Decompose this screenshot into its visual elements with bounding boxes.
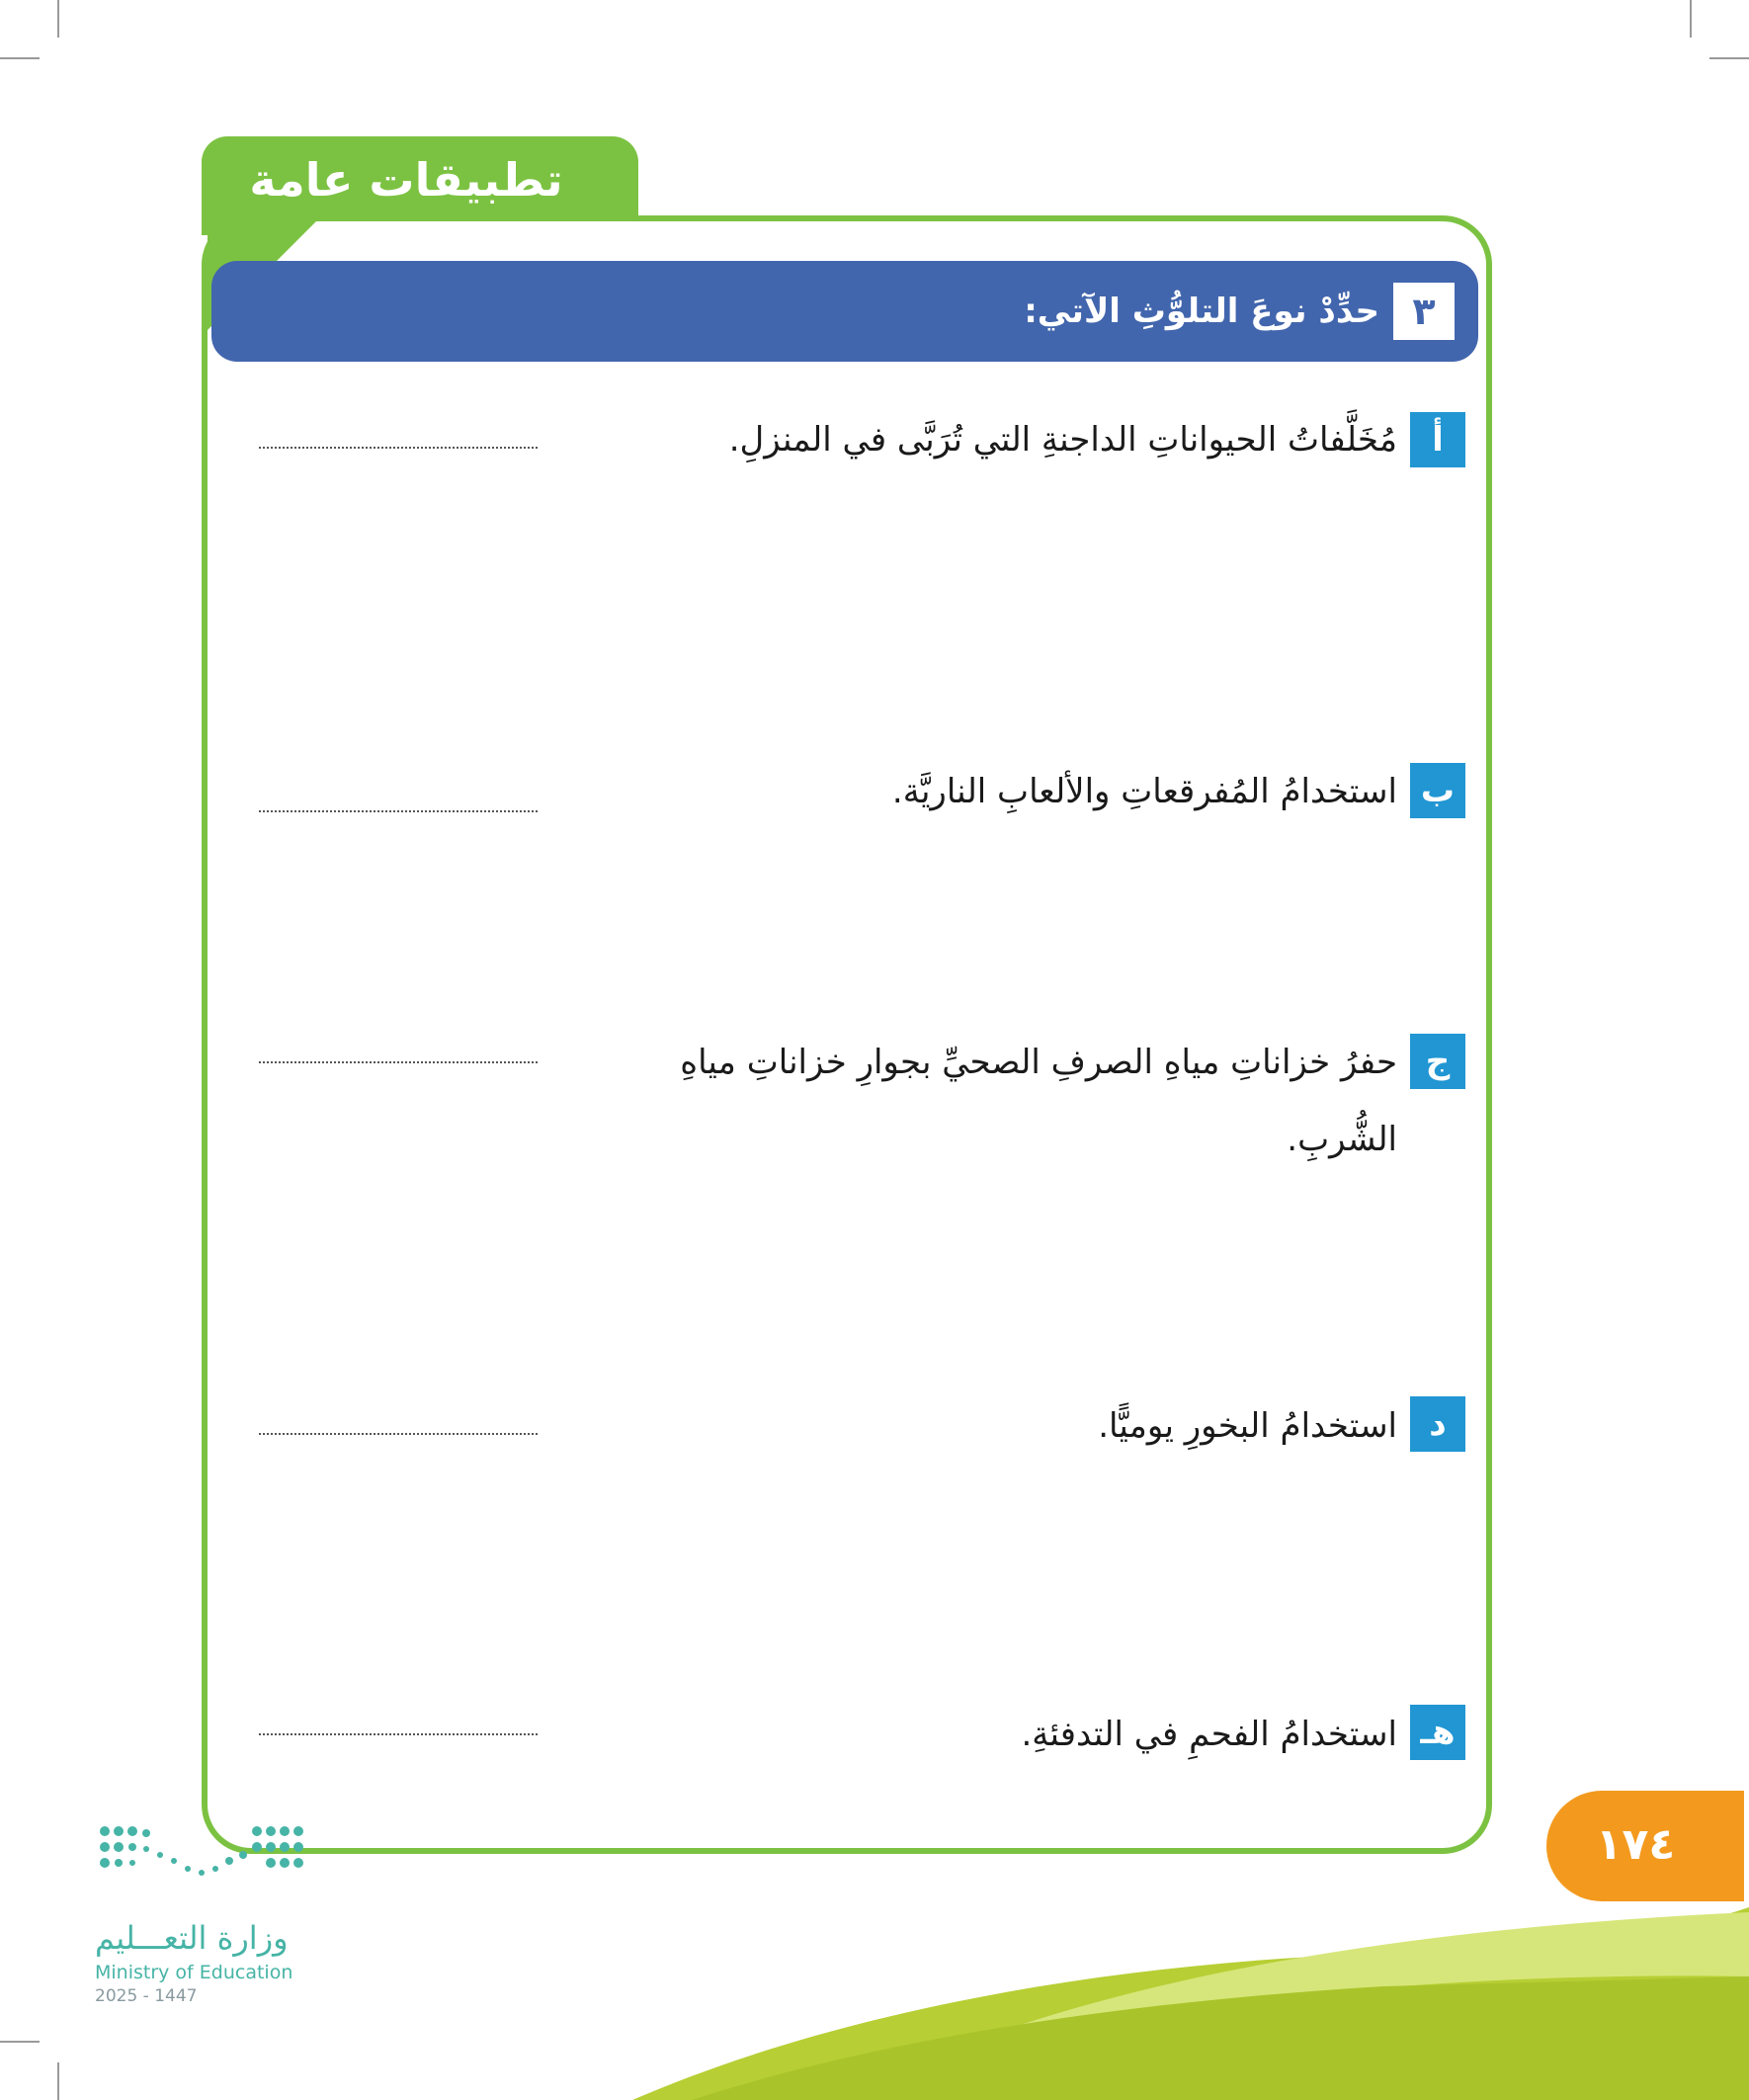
item-letter: د	[1410, 1396, 1465, 1452]
answer-line[interactable]	[259, 1061, 538, 1063]
page-number: ١٧٤	[1595, 1819, 1676, 1870]
section-title: تطبيقات عامة	[249, 153, 563, 207]
answer-line[interactable]	[259, 447, 538, 449]
ministry-name-english: Ministry of Education	[95, 1962, 293, 1983]
item-letter: ج	[1410, 1034, 1465, 1089]
ministry-name-arabic: وزارة التعـــليم	[95, 1919, 289, 1957]
item-text: استخدامُ الفحمِ في التدفئةِ.	[1021, 1715, 1397, 1754]
item-letter: أ	[1410, 412, 1465, 467]
item-text: استخدامُ المُفرقعاتِ والألعابِ الناريَّة.	[891, 772, 1397, 811]
item-letter: ب	[1410, 763, 1465, 818]
ministry-year: 2025 - 1447	[95, 1986, 198, 2006]
answer-line[interactable]	[259, 810, 538, 812]
question-number: ٣	[1393, 283, 1455, 340]
ministry-logo-icon	[95, 1821, 312, 1890]
question-prompt: حدِّدْ نوعَ التلوُّثِ الآتي:	[1024, 292, 1379, 331]
answer-line[interactable]	[259, 1433, 538, 1435]
item-letter: هـ	[1410, 1705, 1465, 1760]
answer-line[interactable]	[259, 1733, 538, 1735]
item-text: حفرُ خزاناتِ مياهِ الصرفِ الصحيِّ بجوارِ خزاناتِ مياهِ الشُّربِ.	[680, 1043, 1397, 1159]
item-text: استخدامُ البخورِ يوميًّا.	[1098, 1406, 1397, 1446]
item-text: مُخَلَّفاتُ الحيواناتِ الداجنةِ التي تُرَبَّى في المنزلِ.	[728, 420, 1397, 460]
